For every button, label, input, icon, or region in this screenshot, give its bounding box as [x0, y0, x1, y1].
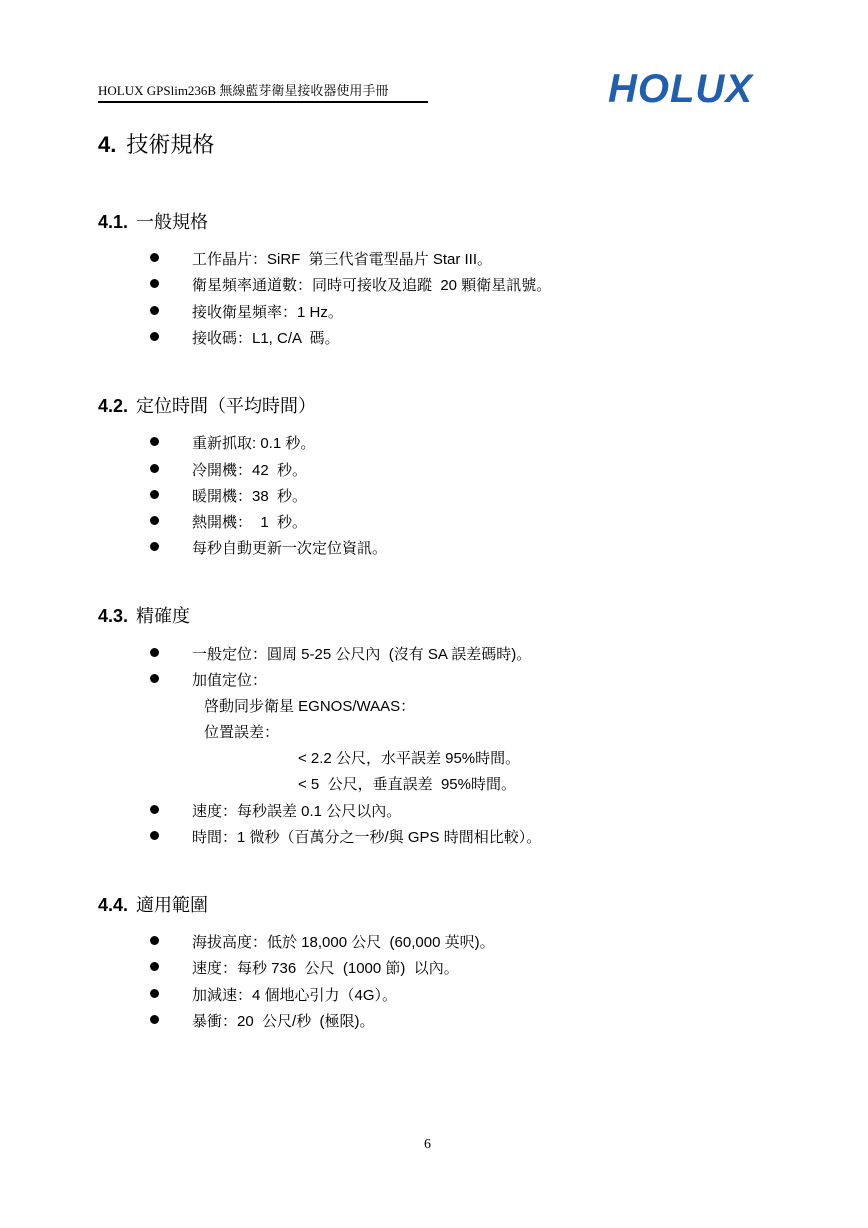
- chapter-number: 4.: [98, 132, 117, 157]
- section-title: 精確度: [136, 606, 191, 626]
- section-number: 4.2.: [98, 396, 129, 416]
- section-heading-range: [98, 891, 208, 917]
- bullet-icon: [150, 464, 159, 473]
- bullet-icon: [150, 542, 159, 551]
- section-number: 4.1.: [98, 212, 129, 232]
- bullet-icon: [150, 437, 159, 446]
- sub-item-position-error: 位置誤差：: [204, 724, 280, 741]
- bullet-icon: [150, 306, 159, 315]
- bullet-icon: [150, 962, 159, 971]
- page-number: 6: [424, 1137, 431, 1152]
- section-heading-accuracy: [98, 602, 190, 628]
- sub-item-horizontal-error: < 2.2 公尺，水平誤差 95%時間。: [298, 750, 521, 767]
- section-heading-positioning-time: [98, 392, 316, 418]
- section-heading-general: [98, 208, 208, 234]
- bullet-icon: [150, 1015, 159, 1024]
- section-title: 定位時間（平均時間）: [136, 396, 317, 416]
- bullet-icon: [150, 805, 159, 814]
- section-title: 適用範圍: [136, 895, 209, 915]
- svg-text:HOLUX: HOLUX: [608, 67, 753, 110]
- holux-logo: [606, 62, 762, 110]
- bullet-icon: [150, 332, 159, 341]
- bullet-icon: [150, 279, 159, 288]
- sub-item-sync-satellite: 啓動同步衛星 EGNOS/WAAS：: [204, 698, 416, 715]
- bullet-icon: [150, 648, 159, 657]
- bullet-icon: [150, 490, 159, 499]
- section-number: 4.3.: [98, 606, 129, 626]
- header-underline: [98, 101, 428, 103]
- section-title: 一般規格: [136, 212, 209, 232]
- bullet-icon: [150, 936, 159, 945]
- chapter-title: 技術規格: [126, 132, 215, 157]
- chapter-heading: [98, 128, 214, 159]
- bullet-icon: [150, 989, 159, 998]
- bullet-icon: [150, 674, 159, 683]
- bullet-icon: [150, 831, 159, 840]
- bullet-icon: [150, 253, 159, 262]
- sub-item-vertical-error: < 5 公尺，垂直誤差 95%時間。: [298, 776, 516, 793]
- document-header-title: HOLUX GPSlim236B 無線藍芽衛星接收器使用手冊: [98, 83, 389, 98]
- bullet-icon: [150, 516, 159, 525]
- section-number: 4.4.: [98, 895, 129, 915]
